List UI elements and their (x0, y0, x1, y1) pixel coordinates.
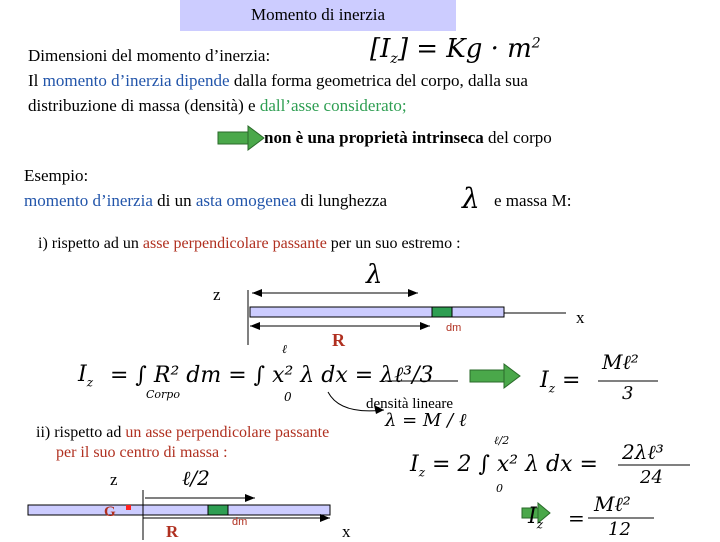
page-title: Momento di inerzia (250, 5, 386, 24)
arrow-icon (470, 364, 520, 388)
integral-equation-1: $I_z$ (78, 362, 94, 390)
axis-x-label-2: x (342, 522, 351, 541)
rod-diagram-1 (248, 289, 566, 345)
radius-label: R (332, 330, 345, 350)
result-2-lhs: $I_z$ (528, 504, 544, 532)
result-1-denominator: 3 (622, 383, 634, 404)
integral-lower: 0 (284, 390, 292, 404)
lambda-symbol: λ (462, 182, 480, 215)
case1-label: i) rispetto ad un asse perpendicolare passante per un suo estremo : (38, 235, 461, 252)
half-length-label: ℓ/2 (182, 466, 210, 490)
arrow-icon (218, 126, 264, 150)
intrinsic-note: non è una proprietà intrinseca del corpo (264, 128, 552, 147)
equals-sign: = (568, 506, 585, 530)
dm-label: dm (446, 322, 462, 334)
result-2-numerator: Mℓ² (594, 492, 631, 516)
axis-x-label: x (576, 308, 585, 327)
rod-length-label: λ (366, 260, 383, 290)
integral-2-lower: 0 (496, 482, 503, 495)
integral-equation-2: $I_z = 2$ ∫ x² λ dx = (410, 452, 598, 480)
example-line: momento d’inerzia di un asta omogenea di lunghezza (24, 191, 388, 210)
result-2-denominator: 12 (608, 519, 631, 540)
density-label: densità lineare (366, 396, 454, 412)
center-mass-label: G (104, 504, 116, 520)
intro-line-3: distribuzione di massa (densità) e dall’asse considerato; (28, 96, 407, 115)
result-1-lhs: $I_z$ = (540, 368, 581, 396)
integral-chain: = ∫ R² dm = ∫ x² λ dx = λℓ³/3 (110, 363, 434, 388)
rod-diagram-2 (28, 490, 330, 540)
integral-domain: Corpo (146, 388, 180, 401)
axis-z-label: z (213, 285, 221, 304)
case2-label-2: per il suo centro di massa : (56, 444, 228, 461)
axis-z-label-2: z (110, 470, 118, 489)
units-formula: $[I_z] = Kg \cdot m^2$ (370, 34, 541, 68)
intro-line-2: Il momento d’inerzia dipende dalla forma geometrica del corpo, dalla sua (28, 71, 528, 90)
density-equation: λ = M / ℓ (385, 410, 467, 431)
dm-label-2: dm (232, 516, 248, 528)
result-2a-numerator: 2λℓ³ (622, 440, 664, 464)
case2-label-1: ii) rispetto ad un asse perpendicolare passante (36, 424, 330, 441)
example-heading: Esempio: (24, 166, 89, 185)
integral-2-upper: ℓ/2 (494, 434, 510, 447)
result-1-numerator: Mℓ² (602, 350, 639, 374)
radius-label-2: R (166, 522, 179, 541)
dimension-label: Dimensioni del momento d’inerzia: (28, 46, 271, 65)
mass-label: e massa M: (494, 191, 572, 210)
integral-upper: ℓ (282, 342, 287, 356)
result-2a-denominator: 24 (640, 467, 663, 488)
